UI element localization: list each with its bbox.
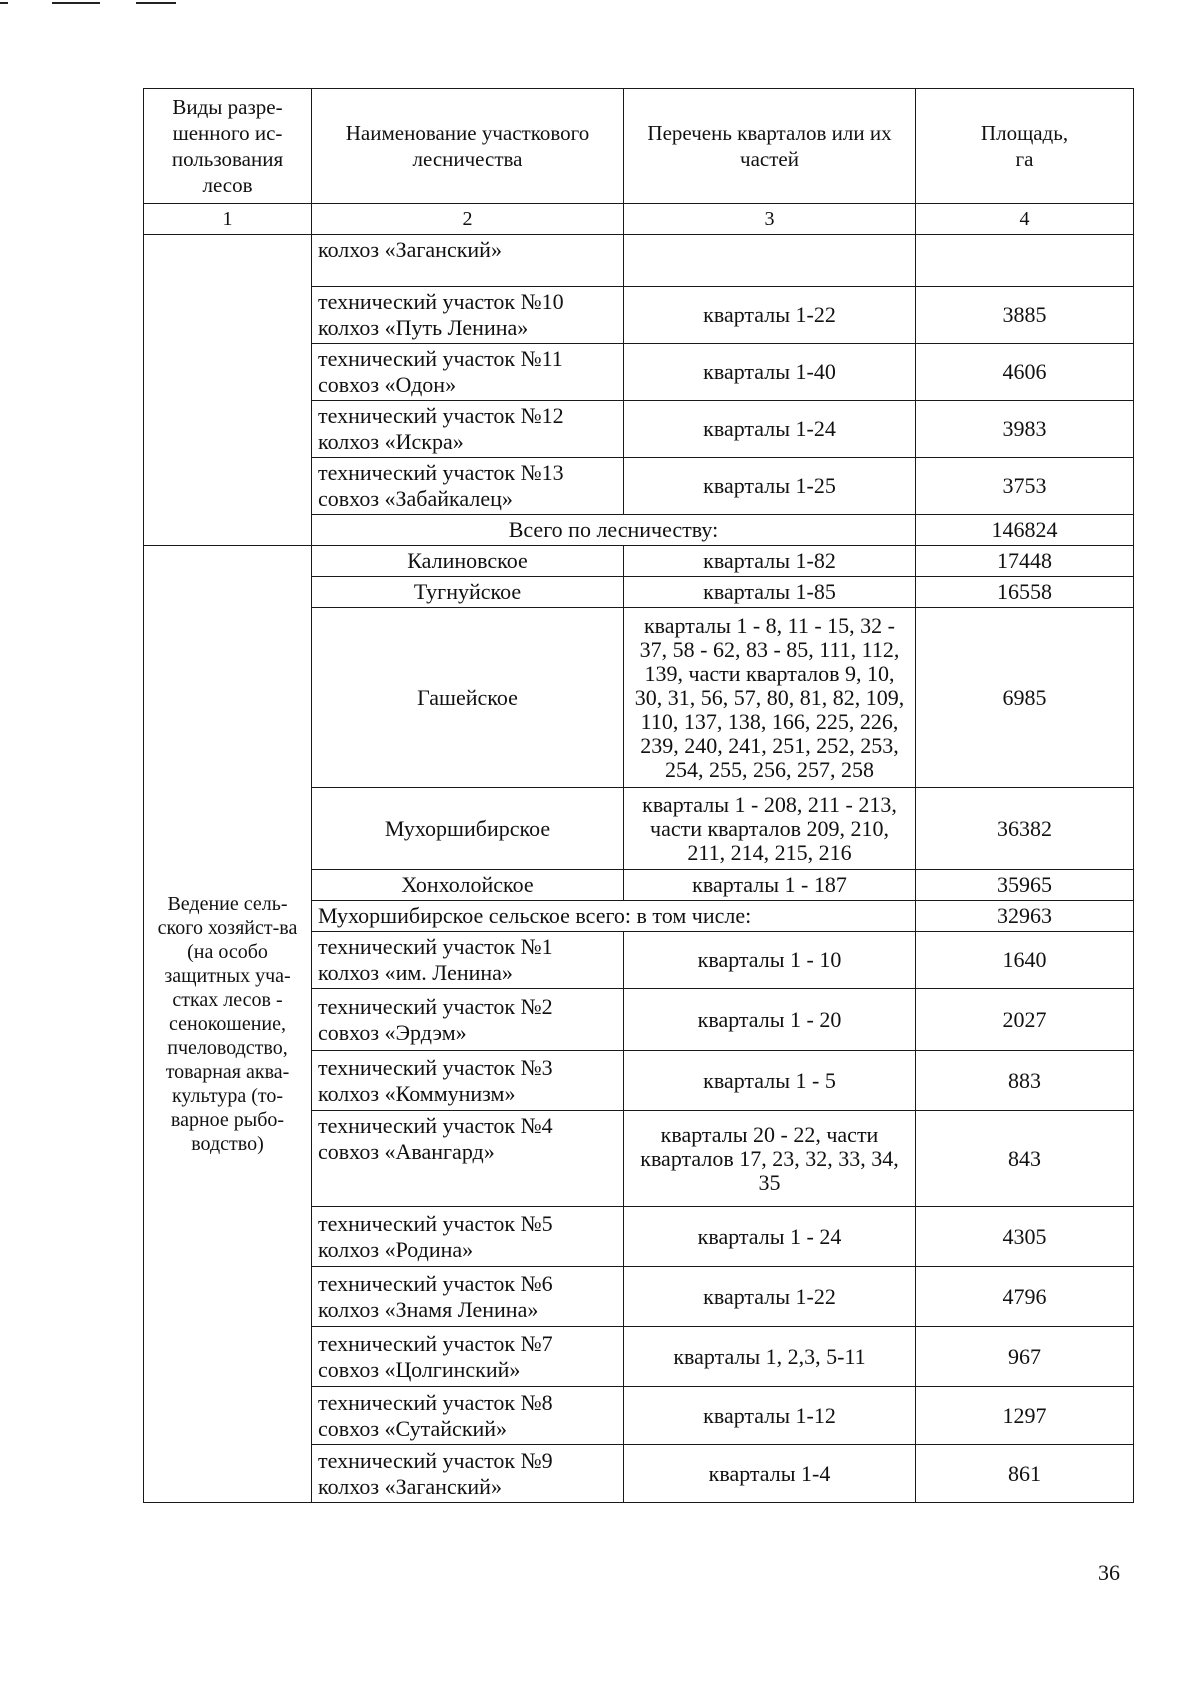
row-name: технический участок №5 колхоз «Родина» xyxy=(312,1207,624,1267)
row-name: технический участок №10 колхоз «Путь Ленина» xyxy=(312,287,624,344)
row-name: технический участок №6 колхоз «Знамя Ленина» xyxy=(312,1267,624,1327)
row-name: технический участок №2 совхоз «Эрдэм» xyxy=(312,989,624,1051)
header-col1: Виды разре-шенного ис-пользования лесов xyxy=(144,89,312,204)
row-quarters: кварталы 1, 2,3, 5-11 xyxy=(624,1327,916,1387)
row-name: технический участок №4 совхоз «Авангард» xyxy=(312,1111,624,1207)
row-area: 4606 xyxy=(916,344,1134,401)
row-quarters: кварталы 1 - 20 xyxy=(624,989,916,1051)
row-name: Тугнуйское xyxy=(312,577,624,608)
table-row xyxy=(144,235,1134,287)
row-area: 843 xyxy=(916,1111,1134,1207)
row-quarters: кварталы 1-40 xyxy=(624,344,916,401)
row-area: 3885 xyxy=(916,287,1134,344)
row-name: технический участок №9 колхоз «Заганский» xyxy=(312,1445,624,1503)
row-quarters: кварталы 1 - 208, 211 - 213, части кварталов 209, 210, 211, 214, 215, 216 xyxy=(624,788,916,870)
row-area: 967 xyxy=(916,1327,1134,1387)
table-row xyxy=(144,546,1134,577)
row-area: 3753 xyxy=(916,458,1134,515)
document-page xyxy=(143,88,1133,1503)
row-name: технический участок №1 колхоз «им. Ленина» xyxy=(312,932,624,989)
row-name: Мухоршибирское xyxy=(312,788,624,870)
row-quarters: кварталы 1 - 187 xyxy=(624,870,916,901)
row-quarters: кварталы 1-22 xyxy=(624,1267,916,1327)
row-name: Гашейское xyxy=(312,608,624,788)
row-quarters: кварталы 1 - 5 xyxy=(624,1051,916,1111)
row-area: 35965 xyxy=(916,870,1134,901)
row-name: Хонхолойское xyxy=(312,870,624,901)
row-area: 4796 xyxy=(916,1267,1134,1327)
row-area: 17448 xyxy=(916,546,1134,577)
col-num-4: 4 xyxy=(916,204,1134,235)
col-num-2: 2 xyxy=(312,204,624,235)
row-quarters: кварталы 1-82 xyxy=(624,546,916,577)
row-area: 1297 xyxy=(916,1387,1134,1445)
col-num-1: 1 xyxy=(144,204,312,235)
group2-kind-cell: Ведение сель-ского хозяйст-ва (на особо защитных уча-стках лесов - сенокошение, пчеловодство, товарная аква-культура (то-варное рыбо-водство) xyxy=(144,546,312,1503)
row-area: 6985 xyxy=(916,608,1134,788)
row-name: колхоз «Заганский» xyxy=(312,235,624,287)
col-num-3: 3 xyxy=(624,204,916,235)
group1-kind-cell xyxy=(144,235,312,546)
row-area xyxy=(916,235,1134,287)
page-number: 36 xyxy=(1098,1560,1120,1585)
row-area: 16558 xyxy=(916,577,1134,608)
row-name: Калиновское xyxy=(312,546,624,577)
row-name: технический участок №11 совхоз «Одон» xyxy=(312,344,624,401)
row-name: технический участок №8 совхоз «Сутайский» xyxy=(312,1387,624,1445)
top-scan-marks xyxy=(0,0,260,6)
row-area: 883 xyxy=(916,1051,1134,1111)
row-quarters: кварталы 1 - 24 xyxy=(624,1207,916,1267)
row-quarters: кварталы 1 - 10 xyxy=(624,932,916,989)
total-area: 146824 xyxy=(916,515,1134,546)
row-name: технический участок №7 совхоз «Цолгинский» xyxy=(312,1327,624,1387)
header-col3: Перечень кварталов или их частей xyxy=(624,89,916,204)
row-quarters: кварталы 1-24 xyxy=(624,401,916,458)
subtotal-area: 32963 xyxy=(916,901,1134,932)
header-col2: Наименование участкового лесничества xyxy=(312,89,624,204)
header-col4: Площадь, га xyxy=(916,89,1134,204)
row-quarters: кварталы 1-85 xyxy=(624,577,916,608)
column-number-row xyxy=(144,204,1134,235)
row-area: 861 xyxy=(916,1445,1134,1503)
row-area: 4305 xyxy=(916,1207,1134,1267)
row-quarters: кварталы 1-22 xyxy=(624,287,916,344)
subtotal-label: Мухоршибирское сельское всего: в том числе: xyxy=(312,901,916,932)
row-name: технический участок №13 совхоз «Забайкалец» xyxy=(312,458,624,515)
forest-use-table xyxy=(143,88,1134,1503)
row-quarters: кварталы 1-12 xyxy=(624,1387,916,1445)
row-quarters: кварталы 20 - 22, части кварталов 17, 23, 32, 33, 34, 35 xyxy=(624,1111,916,1207)
row-name: технический участок №3 колхоз «Коммунизм» xyxy=(312,1051,624,1111)
total-label: Всего по лесничеству: xyxy=(312,515,916,546)
row-area: 1640 xyxy=(916,932,1134,989)
row-area: 3983 xyxy=(916,401,1134,458)
row-area: 36382 xyxy=(916,788,1134,870)
row-quarters xyxy=(624,235,916,287)
row-quarters: кварталы 1-4 xyxy=(624,1445,916,1503)
row-quarters: кварталы 1-25 xyxy=(624,458,916,515)
row-name: технический участок №12 колхоз «Искра» xyxy=(312,401,624,458)
table-header-row xyxy=(144,89,1134,204)
row-area: 2027 xyxy=(916,989,1134,1051)
row-quarters: кварталы 1 - 8, 11 - 15, 32 - 37, 58 - 62, 83 - 85, 111, 112, 139, части кварталов 9, 10, 30, 31, 56, 57, 80, 81, 82, 109, 110, 137, 138, 166, 225, 226, 239, 240, 241, 251, 252, 253, 254, 255, 256, 257, 258 xyxy=(624,608,916,788)
